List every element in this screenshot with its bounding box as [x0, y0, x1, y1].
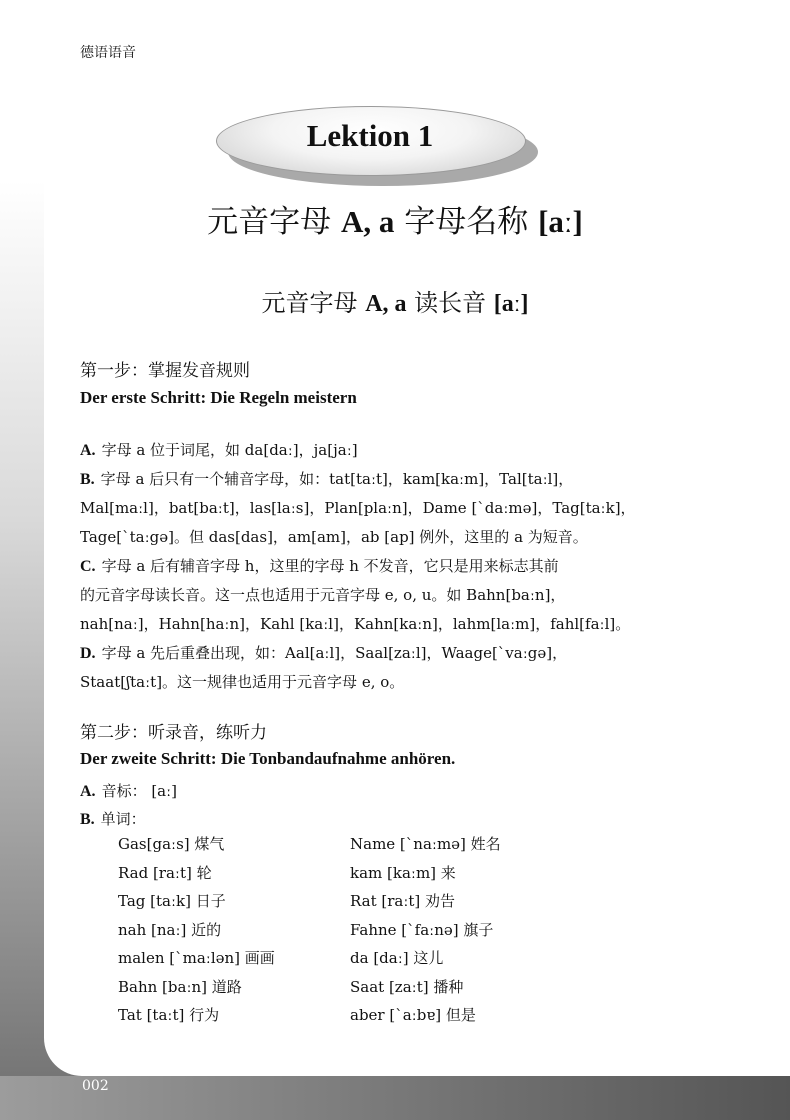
step2-heading-de: Der zweite Schritt: Die Tonbandaufnahme anhören. [80, 749, 456, 768]
vocab-left: nah [naː] 近的 [118, 920, 222, 939]
vocab-left: Bahn [baːn] 道路 [118, 977, 242, 996]
rule-text: 字母 a 先后重叠出现，如：Aal[aːl]，Saal[zaːl]，Waage[ˋvaːgə]， [101, 644, 568, 662]
rule-line [80, 465, 670, 494]
lesson-badge [214, 100, 544, 190]
vocab-left: Tat [taːt] 行为 [118, 1006, 220, 1024]
rule-text: 的元音字母读长音。这一点也适用于元音字母 e, o, u。如 Bahn[baːn]， [80, 586, 566, 604]
rule-label: B. [80, 471, 95, 488]
vocab-row [118, 833, 678, 862]
rule-text: 字母 a 位于词尾，如 da[daː]，ja[jaː] [101, 441, 358, 459]
rule-line [80, 581, 670, 610]
rule-line [80, 436, 670, 465]
vocab-list [118, 833, 678, 1033]
vocab-row [118, 862, 678, 891]
step2-heading-cn: 第二步：听录音，练听力 [80, 723, 267, 743]
rule-text: 字母 a 后只有一个辅音字母，如：tat[taːt]，kam[kaːm]，Tal[taːl]， [100, 470, 574, 488]
subtitle-latin: A, a [365, 291, 407, 317]
subtitle-part2: 读长音 [406, 289, 494, 317]
rule-text: Tage[ˋtaːgə]。但 das[das]，am[am]，ab [ap] 例外，这里的 a 为短音。 [80, 528, 588, 546]
vocab-right: Saat [zaːt] 播种 [350, 977, 464, 996]
vocab-row [118, 1004, 678, 1033]
rules-paragraph [80, 436, 670, 697]
vocab-row [118, 976, 678, 1005]
step1-heading-de: Der erste Schritt: Die Regeln meistern [80, 388, 357, 407]
rule-label: D. [80, 645, 96, 662]
vocab-left: malen [ˋmaːlən] 画画 [118, 949, 275, 967]
subtitle-part1: 元音字母 [261, 289, 366, 317]
rule-line [80, 668, 670, 697]
rule-line [80, 639, 670, 668]
vocab-right: Fahne [ˋfaːnə] 旗子 [350, 920, 494, 939]
vocab-right: aber [ˋaːbɐ] 但是 [350, 1006, 476, 1024]
vocab-left: Gas[gaːs] 煤气 [118, 835, 225, 853]
page-subtitle [0, 283, 790, 318]
title-part1: 元音字母 [207, 204, 341, 240]
rule-label: C. [80, 558, 96, 575]
footer-bar [0, 1076, 790, 1120]
vocab-left: Tag [taːk] 日子 [118, 892, 226, 910]
running-head: 德语语音 [80, 45, 136, 61]
words-header [80, 808, 146, 829]
lesson-title: Lektion 1 [306, 118, 434, 153]
rule-text: Staat[ʃtaːt]。这一规律也适用于元音字母 e, o。 [80, 673, 405, 691]
rule-text: 字母 a 后有辅音字母 h，这里的字母 h 不发音，它只是用来标志其前 [101, 557, 559, 575]
vocab-right: kam [kaːm] 来 [350, 863, 456, 882]
rule-label: A. [80, 442, 96, 459]
phonetic-label: A. [80, 783, 96, 800]
page-number: 002 [82, 1078, 109, 1094]
rule-line [80, 610, 670, 639]
vocab-right: Name [ˋnaːmə] 姓名 [350, 835, 501, 853]
vocab-row [118, 890, 678, 919]
words-text: 单词： [100, 810, 146, 828]
rule-text: Mal[maːl]，bat[baːt]，las[laːs]，Plan[plaːn]，Dame [ˋdaːmə]，Tag[taːk]， [80, 499, 636, 517]
title-part2: 字母名称 [394, 204, 539, 240]
page-title [0, 196, 790, 241]
subtitle-ipa: [aː] [493, 291, 529, 317]
vocab-right: da [daː] 这儿 [350, 949, 444, 967]
rule-line [80, 494, 670, 523]
vocab-left: Rad [raːt] 轮 [118, 863, 212, 882]
rule-line [80, 523, 670, 552]
step1-heading-cn: 第一步：掌握发音规则 [80, 361, 250, 381]
phonetic-text: 音标： [aː] [101, 782, 178, 800]
phonetic-line [80, 780, 177, 801]
vocab-row [118, 947, 678, 976]
rule-text: nah[naː]，Hahn[haːn]，Kahl [kaːl]，Kahn[kaːn]，lahm[laːm]，fahl[faːl]。 [80, 615, 631, 633]
words-label: B. [80, 811, 95, 828]
rule-line [80, 552, 670, 581]
title-latin: A, a [340, 204, 395, 239]
vocab-right: Rat [raːt] 劝告 [350, 892, 456, 910]
vocab-row [118, 919, 678, 948]
title-ipa: [aː] [538, 204, 583, 239]
